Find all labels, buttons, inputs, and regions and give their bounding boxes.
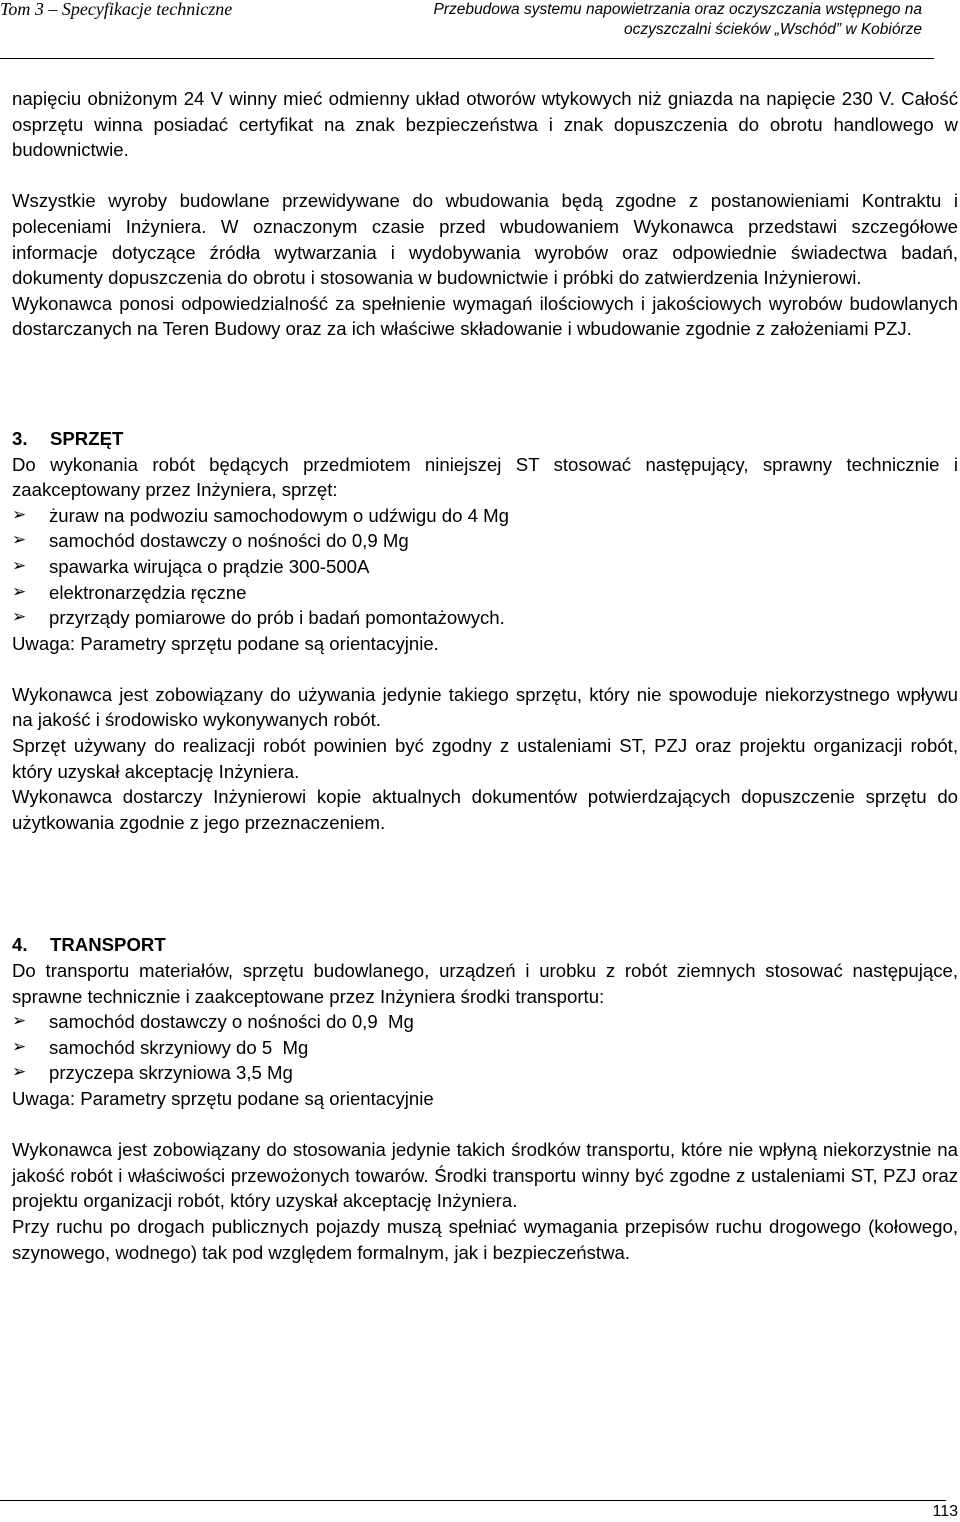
page-footer	[0, 1490, 960, 1520]
header-divider	[0, 58, 934, 59]
list-item-text: samochód dostawczy o nośności do 0,9 Mg	[49, 1011, 414, 1033]
arrowhead-bullet-icon: ➢	[12, 607, 27, 628]
list-item	[12, 503, 958, 529]
list-item-text: samochód skrzyniowy do 5 Mg	[49, 1036, 309, 1058]
list-item-text: żuraw na podwoziu samochodowym o udźwigu do 4 Mg	[49, 504, 509, 526]
arrowhead-bullet-icon: ➢	[12, 1062, 27, 1083]
arrowhead-bullet-icon: ➢	[12, 581, 27, 602]
page-number: 113	[932, 1503, 958, 1520]
page-header	[0, 0, 960, 62]
paragraph: Przy ruchu po drogach publicznych pojazdy muszą spełniać wymagania przepisów ruchu drogowego (kołowego, szynowego, wodnego) tak pod względem formalnym, jak i bezpieczeństwa.	[12, 1215, 958, 1263]
arrowhead-bullet-icon: ➢	[12, 555, 27, 576]
equipment-list	[12, 503, 958, 631]
section-title: SPRZĘT	[50, 427, 124, 449]
list-item-text: przyrządy pomiarowe do prób i badań pomontażowych.	[49, 607, 505, 629]
paragraph: Wykonawca dostarczy Inżynierowi kopie aktualnych dokumentów potwierdzających dopuszczenie sprzętu do użytkowania zgodnie z jego przeznaczeniem.	[12, 786, 958, 833]
section-number: 4.	[12, 934, 28, 956]
list-item	[12, 1035, 958, 1061]
arrowhead-bullet-icon: ➢	[12, 1036, 27, 1057]
paragraph: Wykonawca jest zobowiązany do stosowania jedynie takich środków transportu, które nie wpłyną niekorzystnie na jakość robót i właściwości przewożonych towarów. Środki transportu winny być zgodne z ustaleniami ST, PZJ oraz projektu organizacji robót, który uzyskał akceptację Inżyniera.	[12, 1139, 958, 1212]
project-title	[433, 0, 922, 40]
paragraph: Wykonawca jest zobowiązany do używania jedynie takiego sprzętu, który nie spowoduje niekorzystnego wpływu na jakość i środowisko wykonywanych robót.	[12, 683, 958, 731]
spacer	[12, 342, 958, 426]
note: Uwaga: Parametry sprzętu podane są orientacyjnie.	[12, 632, 439, 654]
paragraph: Do transportu materiałów, sprzętu budowlanego, urządzeń i urobku z robót ziemnych stosować następujące, sprawne technicznie i zaakceptowane przez Inżyniera środki transportu:	[12, 960, 958, 1007]
footer-divider	[0, 1500, 946, 1501]
paragraph: Do wykonania robót będących przedmiotem niniejszej ST stosować następujący, sprawny technicznie i zaakceptowany przez Inżyniera, sprzęt:	[12, 453, 958, 501]
project-title-line-1: Przebudowa systemu napowietrzania oraz oczyszczania wstępnego na	[433, 1, 922, 18]
spacer	[12, 163, 958, 189]
paragraph: Sprzęt używany do realizacji robót powinien być zgodny z ustaleniami ST, PZJ oraz projektu organizacji robót, który uzyskał akceptację Inżyniera.	[12, 735, 958, 782]
section-number: 3.	[12, 427, 28, 449]
paragraph: Wszystkie wyroby budowlane przewidywane do wbudowania będą zgodne z postanowieniami Kontraktu i poleceniami Inżyniera. W oznaczonym czasie przed wbudowaniem Wykonawca przedstawi szczegółowe informacje dotyczące źródła wytwarzania i wydobywania wyrobów oraz odpowiednie świadectwa badań, dokumenty dopuszczenia do obrotu i stosowania w budownictwie i próbki do zatwierdzenia Inżynierowi.	[12, 190, 958, 289]
list-item	[12, 1060, 958, 1086]
section-title: TRANSPORT	[50, 934, 166, 956]
list-item-text: elektronarzędzia ręczne	[49, 581, 247, 603]
section-heading-transport	[12, 932, 958, 958]
spacer	[12, 656, 958, 682]
note: Uwaga: Parametry sprzętu podane są orientacyjnie	[12, 1088, 434, 1109]
list-item-text: spawarka wirująca o prądzie 300-500A	[49, 555, 370, 577]
list-item	[12, 580, 958, 606]
transport-list	[12, 1009, 958, 1086]
project-title-line-2: oczyszczalni ścieków „Wschód” w Kobiórze	[623, 21, 922, 38]
section-heading-equipment	[12, 426, 958, 452]
list-item	[12, 605, 958, 631]
list-item-text: przyczepa skrzyniowa 3,5 Mg	[49, 1062, 293, 1084]
document-body	[12, 86, 958, 1265]
paragraph: Wykonawca ponosi odpowiedzialność za spełnienie wymagań ilościowych i jakościowych wyrobów budowlanych dostarczanych na Teren Budowy oraz za ich właściwe składowanie i wbudowanie zgodnie z założeniami PZJ.	[12, 292, 958, 340]
arrowhead-bullet-icon: ➢	[12, 530, 27, 551]
list-item-text: samochód dostawczy o nośności do 0,9 Mg	[49, 530, 409, 552]
arrowhead-bullet-icon: ➢	[12, 504, 27, 525]
arrowhead-bullet-icon: ➢	[12, 1011, 27, 1032]
list-item	[12, 528, 958, 554]
paragraph: napięciu obniżonym 24 V winny mieć odmienny układ otworów wtykowych niż gniazda na napięcie 230 V. Całość osprzętu winna posiadać certyfikat na znak bezpieczeństwa i znak dopuszczenia do obrotu handlowego w budownictwie.	[12, 88, 958, 161]
document-volume-title: Tom 3 – Specyfikacje techniczne	[0, 0, 233, 19]
spacer	[12, 1112, 958, 1138]
list-item	[12, 1009, 958, 1035]
spacer	[12, 835, 958, 932]
list-item	[12, 554, 958, 580]
